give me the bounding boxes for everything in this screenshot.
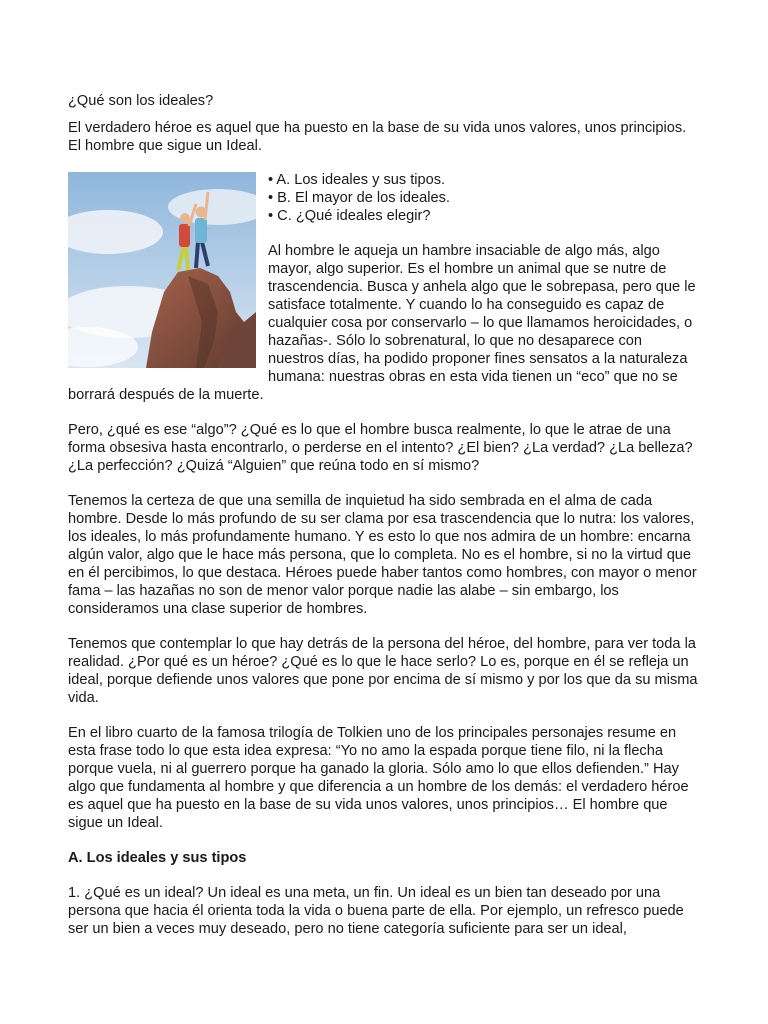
body-paragraph: Al hombre le aqueja un hambre insaciable de algo más, algo mayor, algo superior. Es el hombre un animal que se nutre de trascendencia. Busca y anhela algo que le sobrepasa, pero que le satisface totalmente. Y cuando lo ha conseguido es capaz de cualquier cosa por conservarlo – lo que llamamos heroicidades, o hazañas-. Sólo lo sobrenatural, lo que no desaparece con nuestros días, ha podido proponer fines sensatos a la naturaleza humana: nuestras obras en esta vida tienen un “eco” que no se borrará después de la muerte. (68, 243, 696, 403)
section-paragraph: 1. ¿Qué es un ideal? Un ideal es una meta, un fin. Un ideal es un bien tan deseado por una persona que hacia él orienta toda la vida o buena parte de ella. Por ejemplo, un refresco puede ser un bien a veces muy deseado, pero no tiene categoría suficiente para ser un ideal, (68, 885, 684, 937)
body-paragraph: Tenemos la certeza de que una semilla de inquietud ha sido sembrada en el alma de cada hombre. Desde lo más profundo de su ser clama por esa trascendencia que lo nutra: los valores, los ideales, lo más profundamente humano. Y es esto lo que nos admira de un hombre: encarna algún valor, algo que le hace más persona, que lo completa. No es el hombre, si no la virtud que en él percibimos, lo que destaca. Héroes puede haber tantos como hombres, con mayor o menor fama – las hazañas no son de menor valor porque nadie las alabe – sin embargo, los consideramos una clase superior de hombres. (68, 493, 697, 617)
document-title: ¿Qué son los ideales? (68, 93, 214, 109)
intro-paragraph: El verdadero héroe es aquel que ha puesto en la base de su vida unos valores, unos principios. El hombre que sigue un Ideal. (68, 120, 687, 154)
climbers-on-summit-photo (68, 172, 256, 368)
body-paragraph: Pero, ¿qué es ese “algo”? ¿Qué es lo que el hombre busca realmente, lo que le atrae de una forma obsesiva hasta encontrarlo, o perderse en el intento? ¿El bien? ¿La verdad? ¿La belleza? ¿La perfección? ¿Quizá “Alguien” que reúna todo en sí mismo? (68, 422, 693, 474)
section-heading: A. Los ideales y sus tipos (68, 850, 247, 866)
toc-item: • C. ¿Qué ideales elegir? (68, 207, 702, 225)
toc-item: • A. Los ideales y sus tipos. (68, 171, 702, 189)
body-paragraph: En el libro cuarto de la famosa trilogía de Tolkien uno de los principales personajes resume en esta frase todo lo que esta idea expresa: “Yo no amo la espada porque tiene filo, ni la flecha porque vuela, ni al guerrero porque ha ganado la gloria. Sólo amo lo que ellos defienden.” Hay algo que fundamenta al hombre y que diferencia a un hombre de los demás: el verdadero héroe es aquel que ha puesto en la base de su vida unos valores, unos principios… El hombre que sigue un Ideal. (68, 725, 689, 831)
body-paragraph: Tenemos que contemplar lo que hay detrás de la persona del héroe, del hombre, para ver toda la realidad. ¿Por qué es un héroe? ¿Qué es lo que le hace serlo? Lo es, porque en él se refleja un ideal, porque defiende unos valores que pone por encima de sí mismo y por los que da su misma vida. (68, 636, 698, 706)
toc-item: • B. El mayor de los ideales. (68, 189, 702, 207)
